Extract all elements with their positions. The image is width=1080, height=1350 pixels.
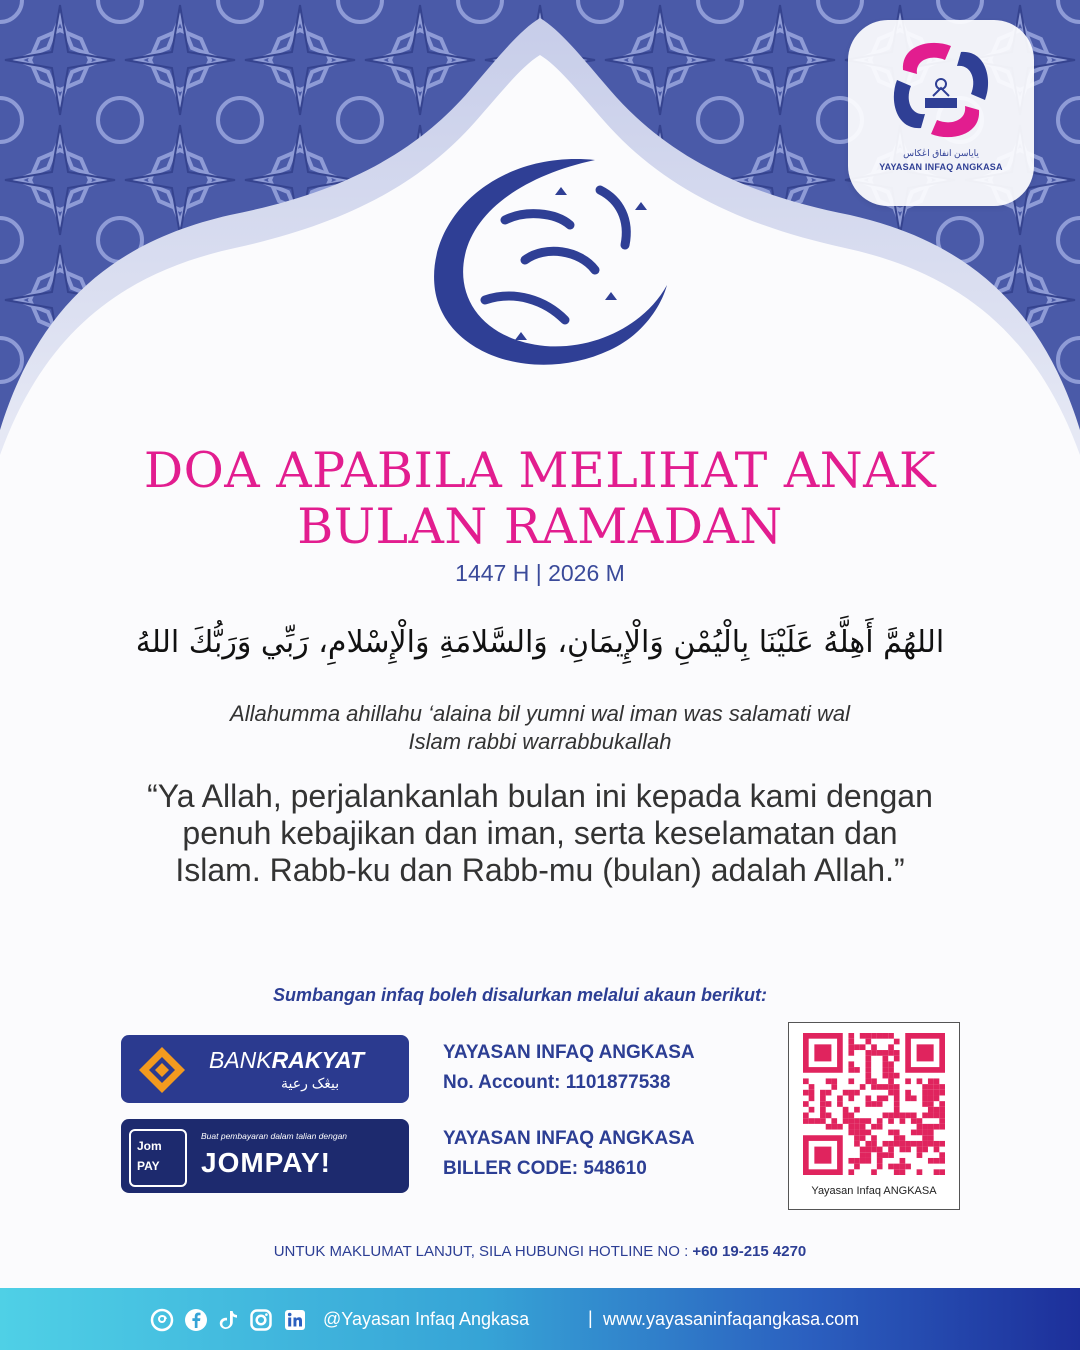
bank-account-number: No. Account: 1101877538 — [443, 1072, 671, 1093]
page-title-line-1: DOA APABILA MELIHAT ANAK — [143, 442, 937, 499]
calligraphy-text: رمضان كريم — [537, 280, 543, 281]
hotline-info — [0, 1243, 1080, 1260]
bank-rakyat-logo — [121, 1035, 409, 1103]
jompay-badge-icon: Jom PAY — [129, 1129, 187, 1187]
yayasan-infaq-angkasa-logo — [848, 20, 1034, 206]
logo-arabic-name: ياياسن انفاق اڠكاس — [903, 148, 979, 158]
social-handle[interactable]: @Yayasan Infaq Angkasa — [323, 1309, 530, 1329]
doa-meaning — [60, 778, 1020, 889]
transliteration-line-2: Islam rabbi warrabbukallah — [408, 729, 672, 754]
jompay-tagline: Buat pembayaran dalam talian dengan — [201, 1131, 348, 1141]
bank-rakyat-emblem-icon — [137, 1045, 187, 1095]
hotline-prefix: UNTUK MAKLUMAT LANJUT, SILA HUBUNGI HOTLINE NO : — [273, 1243, 689, 1260]
qr-code-icon — [803, 1033, 945, 1175]
footer-separator: | — [588, 1308, 593, 1328]
page-title-line-2: BULAN RAMADAN — [297, 498, 783, 555]
bank-name: BANKRAKYAT — [209, 1047, 365, 1073]
logo-emblem-icon — [848, 20, 1034, 150]
donation-heading: Sumbangan infaq boleh disalurkan melalui akaun berikut: — [272, 985, 768, 1005]
hotline-number[interactable]: +60 19-215 4270 — [692, 1243, 807, 1260]
jompay-biller-code: BILLER CODE: 548610 — [443, 1158, 647, 1179]
meaning-line-3: Islam. Rabb-ku dan Rabb-mu (bulan) adalah Allah.” — [175, 852, 905, 888]
bank-name-arabic: بيڠک رعية — [281, 1075, 340, 1091]
donation-qr-code[interactable] — [788, 1022, 960, 1210]
hijri-gregorian-year: 1447 H | 2026 M — [455, 560, 625, 586]
jompay-brand: JOMPAY! — [201, 1147, 331, 1178]
facebook-icon[interactable] — [184, 1308, 208, 1332]
meaning-line-1: “Ya Allah, perjalankanlah bulan ini kepada kami dengan — [147, 778, 933, 814]
instagram-icon[interactable] — [249, 1308, 273, 1332]
threads-icon[interactable] — [150, 1308, 174, 1332]
tiktok-icon[interactable] — [216, 1308, 240, 1332]
bank-account-details — [443, 1038, 695, 1098]
website-link[interactable]: www.yayasaninfaqangkasa.com — [603, 1309, 860, 1329]
transliteration-line-1: Allahumma ahillahu ‘alaina bil yumni wal iman was salamati wal — [230, 701, 850, 726]
ramadan-kareem-calligraphy — [405, 150, 675, 380]
logo-name: YAYASAN INFAQ ANGKASA — [879, 162, 1003, 172]
footer-bar — [0, 1288, 1080, 1350]
doa-transliteration — [100, 700, 980, 756]
jompay-logo — [121, 1119, 409, 1193]
jompay-details — [443, 1124, 695, 1184]
jompay-account-holder: YAYASAN INFAQ ANGKASA — [443, 1128, 695, 1149]
bank-account-holder: YAYASAN INFAQ ANGKASA — [443, 1042, 695, 1063]
doa-arabic-text: اللهُمَّ أَهِلَّهُ عَلَيْنَا بِالْيُمْنِ وَالْإِيمَانِ، وَالسَّلامَةِ وَالْإِسْلامِ، رَبِّي وَرَبُّكَ اللهُ — [135, 625, 945, 660]
linkedin-icon[interactable] — [283, 1308, 307, 1332]
meaning-line-2: penuh kebajikan dan iman, serta keselamatan dan — [182, 815, 898, 851]
qr-label: Yayasan Infaq ANGKASA — [811, 1185, 937, 1197]
